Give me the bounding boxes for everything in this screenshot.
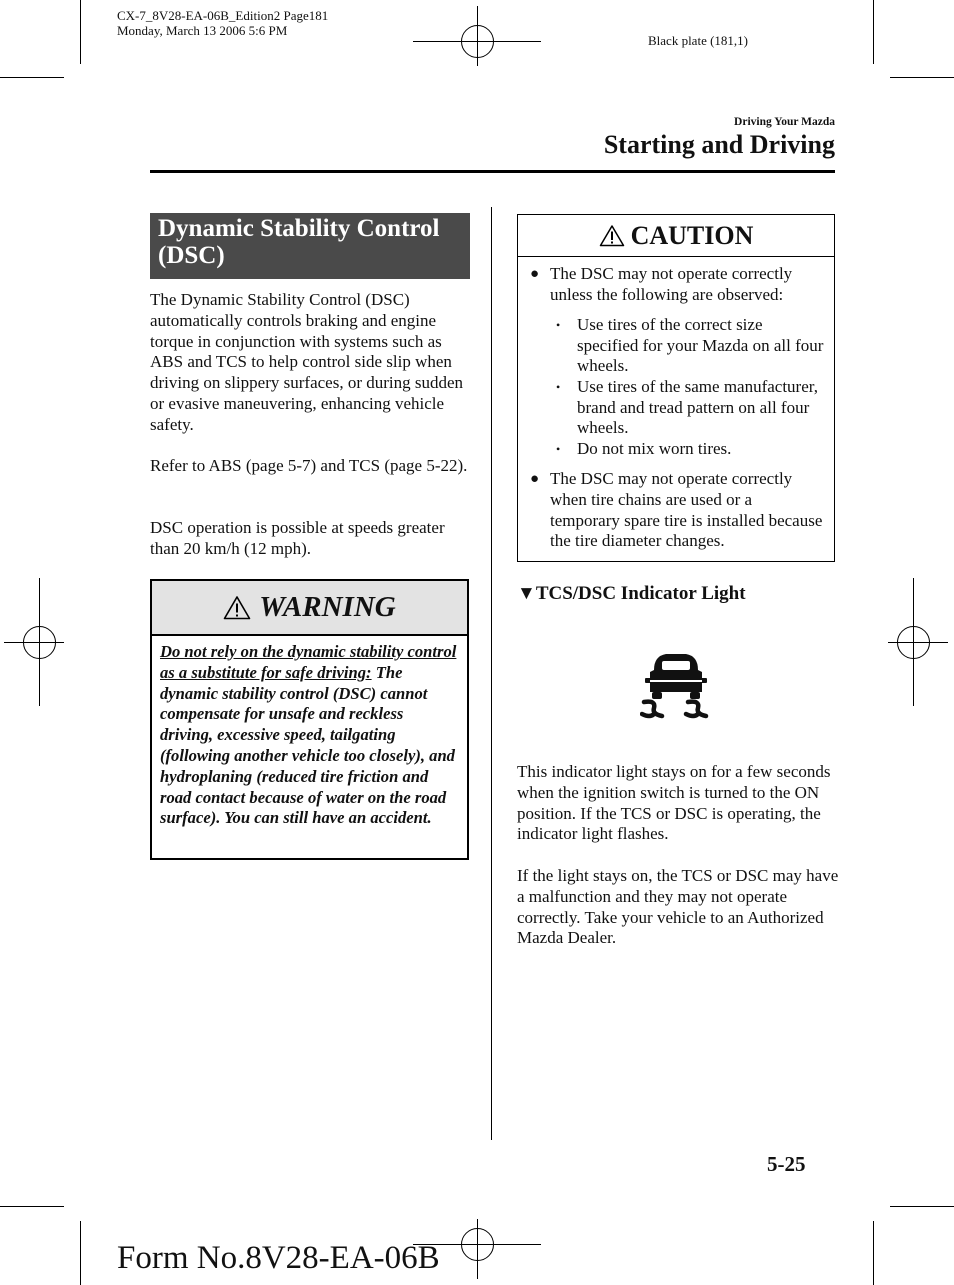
header-rule — [150, 170, 835, 173]
caution-header — [518, 215, 834, 257]
caution-sub-bullet — [548, 315, 824, 377]
caution-title: CAUTION — [630, 220, 754, 250]
dsc-heading-line1: Dynamic Stability Control — [158, 215, 440, 242]
registration-target — [461, 1228, 494, 1261]
warning-triangle-icon — [223, 595, 251, 620]
print-info — [117, 8, 328, 38]
warning-triangle-icon — [599, 224, 625, 247]
print-info-file: CX-7_8V28-EA-06B_Edition2 Page181 — [117, 8, 329, 23]
bullet-dot: ● — [530, 471, 540, 488]
print-info-date: Monday, March 13 2006 5:6 PM — [117, 23, 288, 38]
caution-sub-bullet — [548, 377, 824, 439]
indicator-description: This indicator light stays on for a few seconds when the ignition switch is turned to the ON position. If the TCS or DSC is operating, the indicator light flashes. — [517, 762, 831, 844]
bullet-dot: • — [556, 441, 561, 456]
warning-header — [152, 581, 467, 636]
crop-mark — [873, 1221, 874, 1285]
indicator-malfunction-note: If the light stays on, the TCS or DSC may have a malfunction and they may not operate correctly. Take your vehicle to an Authorized Mazda Dealer. — [517, 866, 839, 948]
registration-target — [23, 626, 56, 659]
caution-bullet-text: The DSC may not operate correctly when tire chains are used or a temporary spare tire is installed because the tire diameter changes. — [550, 469, 823, 551]
tcs-dsc-subheading — [517, 583, 746, 605]
warning-text: The dynamic stability control (DSC) cannot compensate for unsafe and reckless driving, excessive speed, tailgating (following another vehicle too closely), and hydroplaning (reduced tire friction and road contact because of water on the road surface). You can still have an accident. — [160, 662, 455, 828]
column-divider — [491, 207, 492, 1140]
crop-mark — [873, 0, 874, 64]
bullet-dot: • — [556, 318, 561, 333]
section-label: Driving Your Mazda — [734, 116, 835, 128]
subheading-text: TCS/DSC Indicator Light — [535, 583, 746, 604]
crop-mark — [890, 77, 954, 78]
form-number: Form No.8V28-EA-06B — [117, 1240, 440, 1276]
dsc-heading-line2: (DSC) — [158, 242, 225, 269]
crop-mark — [0, 1206, 64, 1207]
crop-mark — [0, 77, 64, 78]
warning-lead: Do not rely on the dynamic stability control as a substitute for safe driving: — [160, 642, 457, 682]
caution-sub-bullet — [548, 439, 824, 460]
bullet-dot: ● — [530, 266, 540, 282]
caution-bullet-text: The DSC may not operate correctly unless the following are observed: — [550, 264, 793, 304]
page-number: 5-25 — [767, 1152, 806, 1176]
skidding-car-icon — [640, 648, 712, 722]
caution-body — [518, 257, 834, 552]
registration-target — [897, 626, 930, 659]
caution-box — [517, 214, 835, 562]
dsc-speed-note: DSC operation is possible at speeds greater than 20 km/h (12 mph). — [150, 518, 445, 558]
dsc-description: The Dynamic Stability Control (DSC) automatically controls braking and engine torque in conjunction with systems such as ABS and TCS to help control side slip when driving on slippery surfaces, or during sudden or evasive maneuvering, enhancing vehicle safety. — [150, 290, 464, 434]
warning-title: WARNING — [259, 591, 396, 623]
caution-sub-text: Do not mix worn tires. — [577, 438, 732, 458]
plate-label: Black plate (181,1) — [648, 33, 748, 48]
crop-mark — [80, 0, 81, 64]
dsc-reference: Refer to ABS (page 5-7) and TCS (page 5-22). — [150, 456, 468, 475]
bullet-dot: • — [556, 379, 561, 394]
subheading-marker: ▼ — [517, 583, 536, 604]
dsc-section-heading — [150, 213, 470, 279]
caution-bullet — [528, 469, 824, 551]
caution-sub-text: Use tires of the same manufacturer, brand and tread pattern on all four wheels. — [577, 376, 818, 438]
caution-bullet — [528, 264, 824, 305]
crop-mark — [80, 1221, 81, 1285]
warning-body — [152, 636, 467, 829]
caution-sub-text: Use tires of the correct size specified for your Mazda on all four wheels. — [577, 315, 824, 376]
crop-mark — [890, 1206, 954, 1207]
chapter-title: Starting and Driving — [603, 130, 835, 159]
registration-target — [461, 25, 494, 58]
warning-box — [150, 579, 469, 860]
